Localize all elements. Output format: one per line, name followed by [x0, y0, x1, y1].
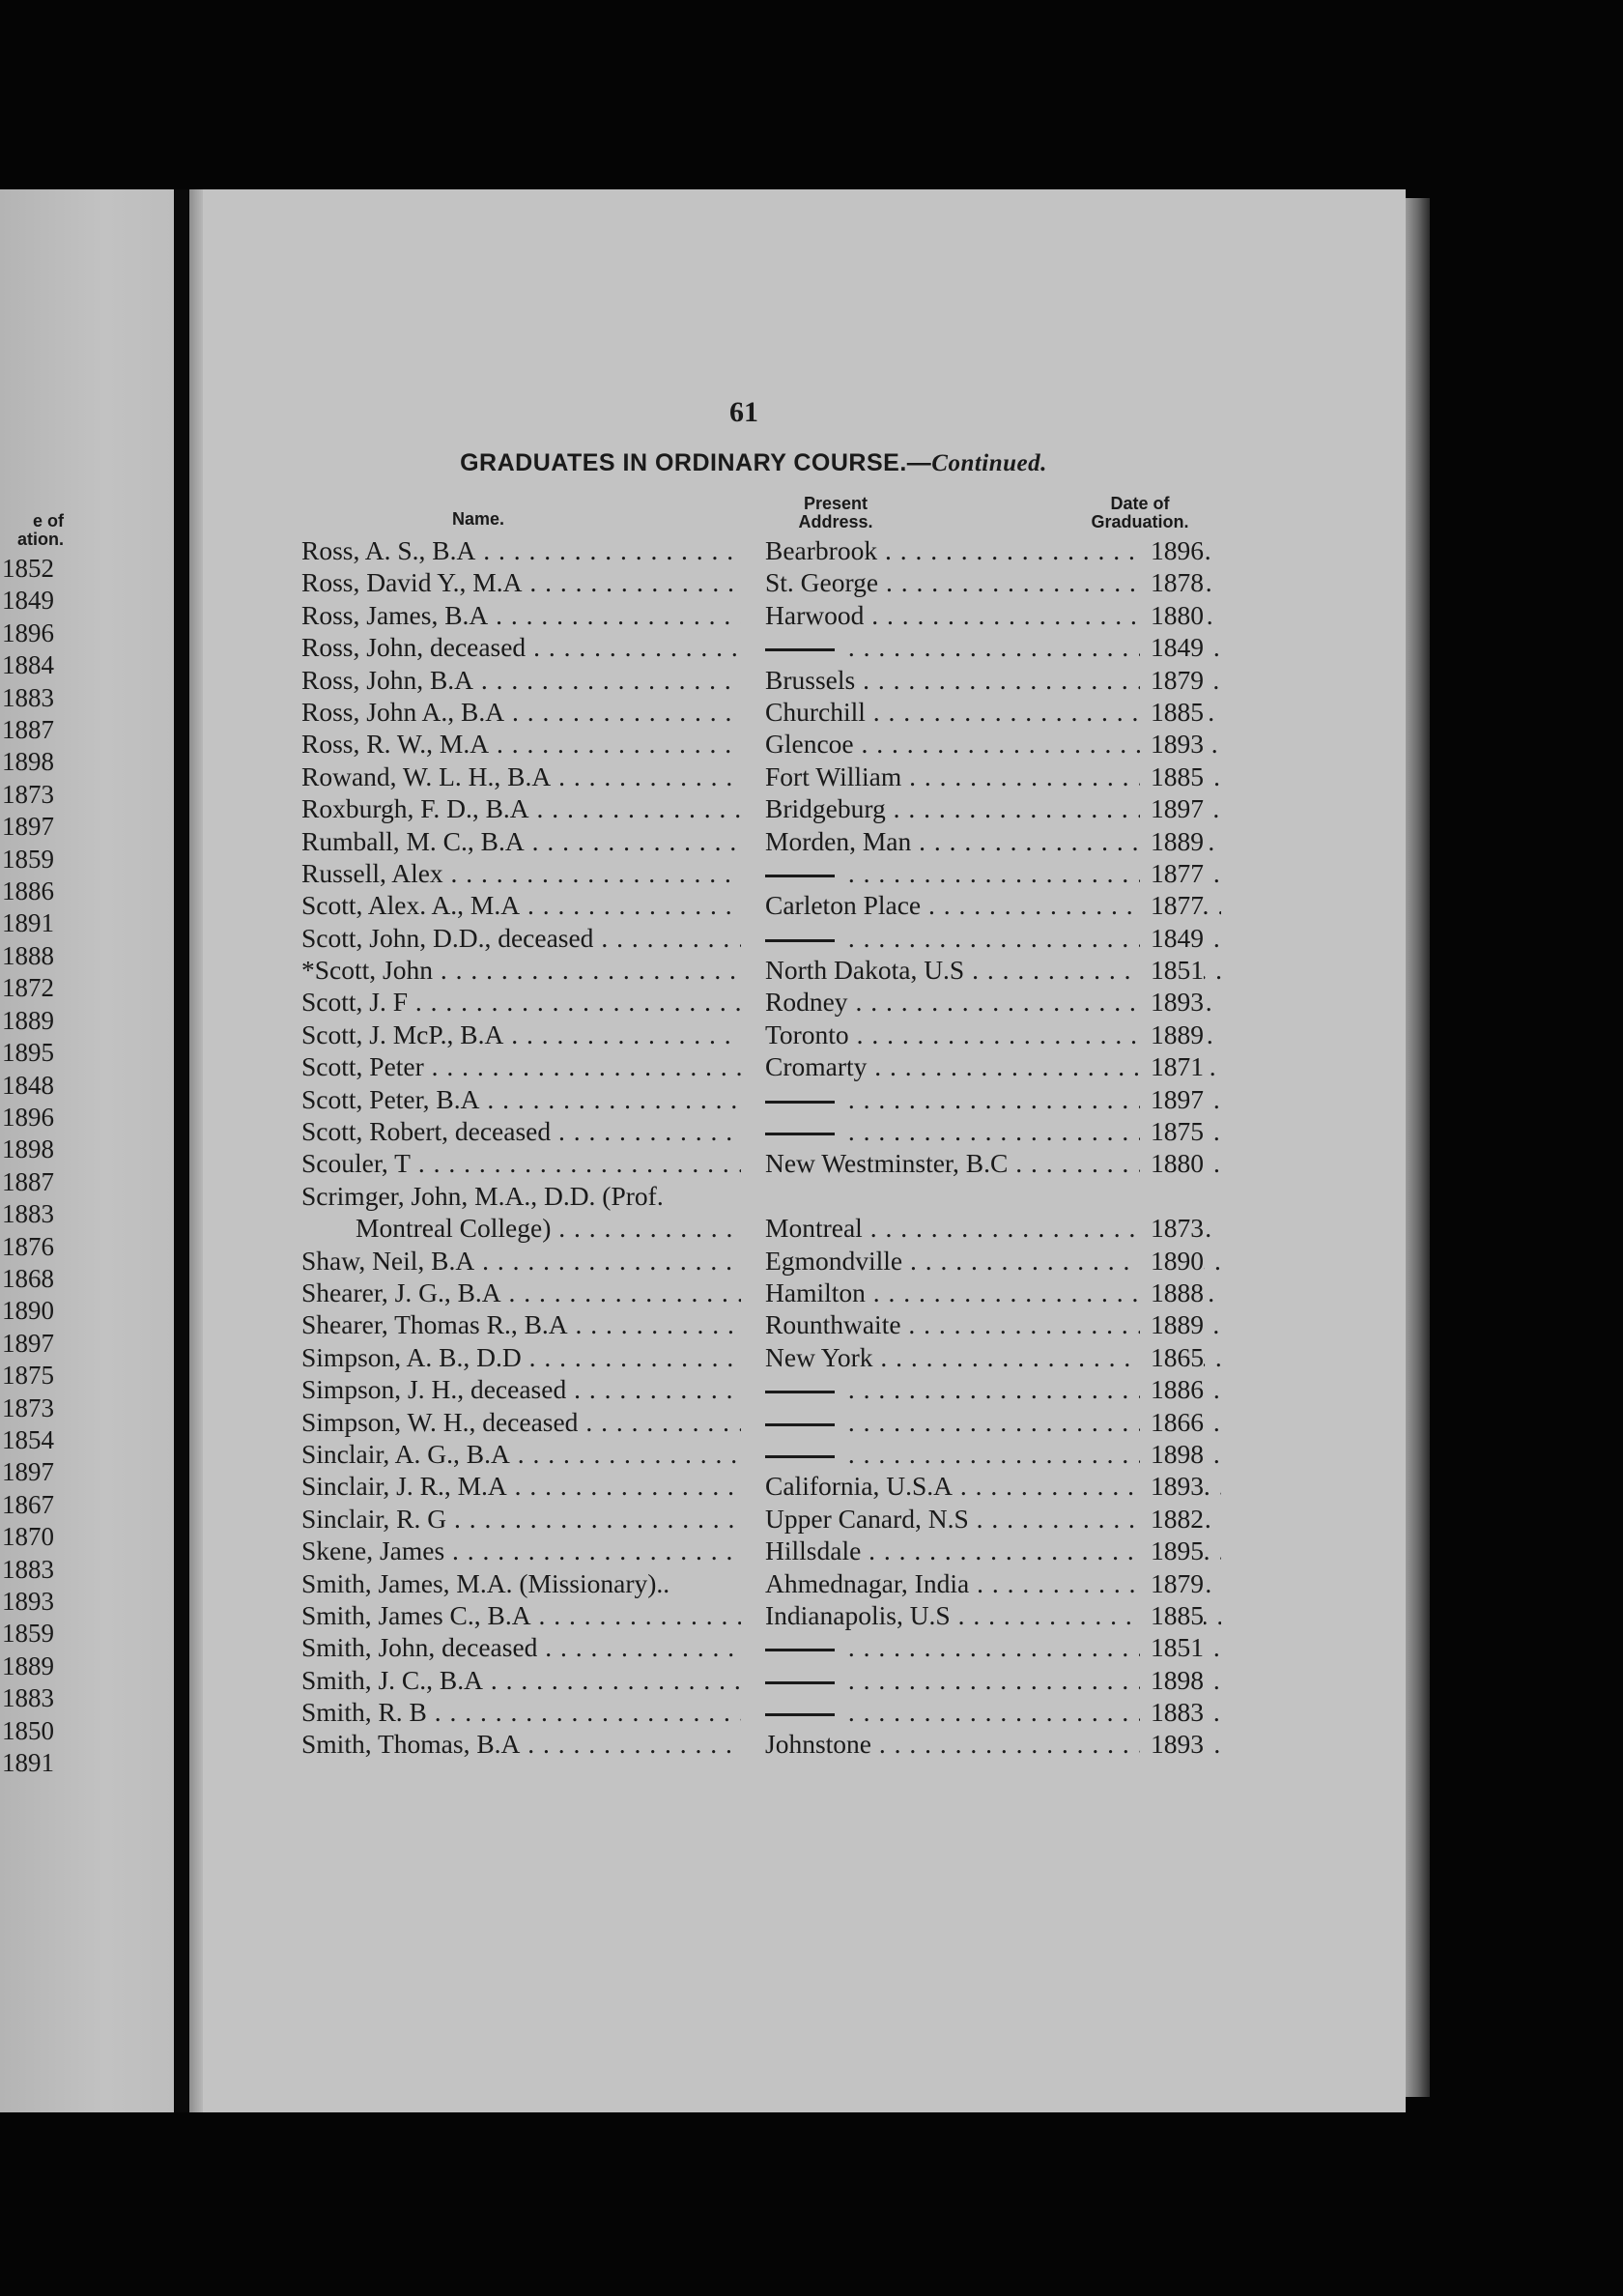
graduate-name: Sinclair, A. G., B.A . . .	[301, 1438, 741, 1470]
graduate-address: Carleton Place . . .	[765, 889, 1221, 921]
graduate-row	[301, 599, 1210, 631]
graduate-name: Shaw, Neil, B.A . . .	[301, 1245, 741, 1277]
graduation-year: 1885	[1140, 1599, 1204, 1631]
graduate-address: Upper Canard, N.S . . .	[765, 1503, 1221, 1535]
graduation-year: 1873	[1140, 1212, 1204, 1244]
previous-page-years	[2, 553, 70, 1779]
previous-page-year: 1848	[2, 1070, 54, 1100]
column-header-name: Name.	[451, 509, 505, 529]
graduate-row	[301, 1115, 1210, 1147]
graduate-row	[301, 986, 1210, 1018]
graduate-name: Shearer, Thomas R., B.A . . .	[301, 1308, 741, 1340]
graduate-name: Scrimger, John, M.A., D.D. (Prof.	[301, 1180, 664, 1211]
graduate-address: Egmondville . . .	[765, 1245, 1221, 1277]
graduate-row	[301, 1373, 1210, 1405]
graduate-row	[301, 1406, 1210, 1438]
previous-page-year: 1884	[2, 650, 54, 680]
graduate-name: Scott, Alex. A., M.A . . .	[301, 889, 741, 921]
graduate-row	[301, 534, 1210, 566]
graduation-year: 1898	[1140, 1664, 1204, 1696]
previous-page-year: 1873	[2, 779, 54, 809]
ditto-dash	[765, 1681, 835, 1684]
graduate-address: California, U.S.A . . .	[765, 1470, 1221, 1502]
previous-page-year: 1891	[2, 1748, 54, 1778]
graduate-name: Simpson, A. B., D.D . . .	[301, 1341, 741, 1373]
previous-page-year: 1850	[2, 1715, 54, 1745]
graduate-address: Bearbrook . . .	[765, 534, 1221, 566]
graduate-row	[301, 889, 1210, 921]
graduate-name: Ross, R. W., M.A . . .	[301, 728, 741, 760]
graduate-name: Ross, John, B.A . . .	[301, 664, 741, 696]
previous-page-year: 1859	[2, 1619, 54, 1649]
previous-page-year: 1883	[2, 1683, 54, 1713]
graduate-name: Ross, David Y., M.A . . .	[301, 566, 741, 598]
graduation-year: 1897	[1140, 792, 1204, 824]
graduate-row	[301, 825, 1210, 857]
graduate-address: New Westminster, B.C . . .	[765, 1147, 1221, 1179]
graduation-year: 1888	[1140, 1277, 1204, 1308]
previous-page-year: 1867	[2, 1489, 54, 1519]
graduation-year: 1849	[1140, 922, 1204, 954]
graduate-name: Sinclair, J. R., M.A . . .	[301, 1470, 741, 1502]
graduate-row	[301, 1728, 1210, 1760]
graduation-year: 1849	[1140, 631, 1204, 663]
ditto-dash	[765, 1455, 835, 1458]
previous-page-year: 1898	[2, 1134, 54, 1164]
graduate-row	[301, 857, 1210, 889]
graduate-row	[301, 1664, 1210, 1696]
previous-page-year: 1852	[2, 554, 54, 583]
graduation-year: 1879	[1140, 664, 1204, 696]
graduate-row	[301, 1438, 1210, 1470]
graduate-name: Scott, J. McP., B.A . . .	[301, 1019, 741, 1050]
graduate-address: Hillsdale . . .	[765, 1535, 1221, 1566]
previous-page-year: 1883	[2, 682, 54, 712]
graduation-year: 1893	[1140, 1728, 1204, 1760]
graduate-name: Ross, James, B.A . . .	[301, 599, 741, 631]
graduate-address: North Dakota, U.S . . .	[765, 954, 1221, 986]
previous-page-year: 1889	[2, 1650, 54, 1680]
previous-page-year: 1886	[2, 876, 54, 906]
graduate-address: Morden, Man . . .	[765, 825, 1221, 857]
graduation-year: 1893	[1140, 728, 1204, 760]
previous-page-year: 1888	[2, 940, 54, 970]
graduate-address: Harwood . . .	[765, 599, 1221, 631]
previous-page-year: 1854	[2, 1424, 54, 1454]
graduate-row	[301, 1147, 1210, 1179]
graduate-name: Simpson, J. H., deceased . . .	[301, 1373, 741, 1405]
graduate-name: Russell, Alex . . .	[301, 857, 741, 889]
ditto-dash	[765, 939, 835, 942]
graduation-year: 1851	[1140, 954, 1204, 986]
graduate-name: *Scott, John . . .	[301, 954, 741, 986]
previous-page-year: 1887	[2, 1166, 54, 1196]
graduate-row	[301, 1341, 1210, 1373]
previous-page-year: 1897	[2, 1328, 54, 1358]
graduate-address: Churchill . . .	[765, 696, 1221, 728]
graduate-row	[301, 1503, 1210, 1535]
graduation-year: 1865	[1140, 1341, 1204, 1373]
graduate-row	[301, 1599, 1210, 1631]
graduate-row	[301, 728, 1210, 760]
graduation-year: 1895	[1140, 1535, 1204, 1566]
graduate-row	[301, 1696, 1210, 1728]
previous-page-year: 1883	[2, 1554, 54, 1584]
graduate-row	[301, 954, 1210, 986]
graduate-name: Smith, R. B . . .	[301, 1696, 741, 1728]
graduate-name: Scott, Robert, deceased . . .	[301, 1115, 741, 1147]
graduate-row	[301, 922, 1210, 954]
graduation-year: 1882	[1140, 1503, 1204, 1535]
previous-page-year: 1889	[2, 1005, 54, 1035]
graduate-address: Toronto . . .	[765, 1019, 1221, 1050]
graduate-row	[301, 1470, 1210, 1502]
graduation-year: 1893	[1140, 986, 1204, 1018]
graduate-row	[301, 792, 1210, 824]
previous-page-year: 1870	[2, 1522, 54, 1552]
graduation-year: 1885	[1140, 696, 1204, 728]
graduate-address: Rounthwaite . . .	[765, 1308, 1221, 1340]
graduate-address: Glencoe . . .	[765, 728, 1221, 760]
graduate-name: Scouler, T . . .	[301, 1147, 741, 1179]
ditto-dash	[765, 1133, 835, 1135]
graduation-year: 1883	[1140, 1696, 1204, 1728]
graduate-name: Roxburgh, F. D., B.A . . .	[301, 792, 741, 824]
previous-page-year: 1873	[2, 1392, 54, 1422]
graduate-address: Ahmednagar, India . . .	[765, 1567, 1221, 1599]
graduation-year: 1889	[1140, 1019, 1204, 1050]
graduation-year: 1897	[1140, 1083, 1204, 1115]
previous-page-year: 1896	[2, 617, 54, 647]
graduation-year: 1889	[1140, 1308, 1204, 1340]
ditto-dash	[765, 1101, 835, 1104]
graduation-year: 1885	[1140, 761, 1204, 792]
ditto-dash	[765, 1423, 835, 1426]
graduate-address: St. George . . .	[765, 566, 1221, 598]
page-title: GRADUATES IN ORDINARY COURSE.—Continued.	[460, 449, 1047, 476]
graduate-name: Smith, John, deceased . . .	[301, 1631, 741, 1663]
graduation-year: 1877	[1140, 857, 1204, 889]
graduation-year: 1878	[1140, 566, 1204, 598]
previous-page-year: 1897	[2, 1457, 54, 1487]
graduate-row	[301, 761, 1210, 792]
graduate-name: Shearer, J. G., B.A . . .	[301, 1277, 741, 1308]
graduate-address: Hamilton . . .	[765, 1277, 1221, 1308]
previous-page-year: 1883	[2, 1199, 54, 1229]
graduate-address: Rodney . . .	[765, 986, 1221, 1018]
graduate-row	[301, 566, 1210, 598]
page-inner-margin	[189, 189, 203, 2112]
graduate-address: Johnstone . . .	[765, 1728, 1221, 1760]
graduate-name: Smith, James C., B.A . . .	[301, 1599, 741, 1631]
column-header-address: Present Address.	[798, 494, 873, 531]
graduate-row	[301, 1050, 1210, 1082]
graduation-year: 1889	[1140, 825, 1204, 857]
ditto-dash	[765, 875, 835, 877]
graduates-list	[301, 534, 1210, 1761]
graduate-name: Scott, John, D.D., deceased . . .	[301, 922, 741, 954]
graduate-name: Ross, John A., B.A . . .	[301, 696, 741, 728]
previous-page-year: 1875	[2, 1361, 54, 1391]
previous-page-year: 1887	[2, 715, 54, 745]
previous-page-year: 1893	[2, 1587, 54, 1616]
graduate-row	[301, 1535, 1210, 1566]
title-continued: Continued.	[931, 450, 1047, 476]
graduate-row	[301, 1019, 1210, 1050]
ditto-dash	[765, 648, 835, 651]
column-header-date: Date of Graduation.	[1091, 494, 1189, 531]
graduation-year: 1871	[1140, 1050, 1204, 1082]
book-gutter	[174, 189, 189, 2112]
graduate-name: Scott, Peter, B.A . . .	[301, 1083, 741, 1115]
graduation-year: 1890	[1140, 1245, 1204, 1277]
graduate-address: Montreal . . .	[765, 1212, 1221, 1244]
graduate-address: Cromarty . . .	[765, 1050, 1221, 1082]
graduate-row	[301, 631, 1210, 663]
graduate-address: Fort William . . .	[765, 761, 1221, 792]
previous-page-year: 1872	[2, 973, 54, 1003]
graduate-row	[301, 664, 1210, 696]
previous-page-year: 1896	[2, 1102, 54, 1132]
page-edge	[1406, 198, 1430, 2097]
graduate-name: Ross, A. S., B.A . . .	[301, 534, 741, 566]
ditto-dash	[765, 1391, 835, 1393]
graduate-address: Indianapolis, U.S . . .	[765, 1599, 1221, 1631]
previous-page-column-header: e of ation.	[17, 511, 64, 549]
graduate-row	[301, 1277, 1210, 1308]
graduation-year: 1880	[1140, 1147, 1204, 1179]
graduate-name: Smith, J. C., B.A . . .	[301, 1664, 741, 1696]
graduate-name: Ross, John, deceased . . .	[301, 631, 741, 663]
graduate-row	[301, 1083, 1210, 1115]
previous-page-year: 1891	[2, 908, 54, 938]
graduate-name: Rumball, M. C., B.A . . .	[301, 825, 741, 857]
graduation-year: 1893	[1140, 1470, 1204, 1502]
graduation-year: 1896	[1140, 534, 1204, 566]
previous-page-year: 1876	[2, 1231, 54, 1261]
graduate-name: Smith, Thomas, B.A . . .	[301, 1728, 741, 1760]
previous-page-year: 1859	[2, 844, 54, 874]
graduate-row	[301, 1567, 1210, 1599]
previous-page-year: 1890	[2, 1296, 54, 1326]
graduation-year: 1898	[1140, 1438, 1204, 1470]
graduation-year: 1875	[1140, 1115, 1204, 1147]
graduate-name: Smith, James, M.A. (Missionary)..	[301, 1567, 670, 1598]
graduate-name: Scott, J. F . . .	[301, 986, 741, 1018]
graduate-name: Sinclair, R. G . . .	[301, 1503, 741, 1535]
graduate-row	[301, 1212, 1210, 1244]
graduate-address: New York . . .	[765, 1341, 1221, 1373]
previous-page-year: 1897	[2, 812, 54, 842]
graduation-year: 1851	[1140, 1631, 1204, 1663]
previous-page-year: 1849	[2, 586, 54, 616]
previous-page-year: 1868	[2, 1263, 54, 1293]
graduation-year: 1886	[1140, 1373, 1204, 1405]
graduation-year: 1866	[1140, 1406, 1204, 1438]
graduate-address: Bridgeburg . . .	[765, 792, 1221, 824]
graduate-name: Rowand, W. L. H., B.A . . .	[301, 761, 741, 792]
page-number: 61	[729, 396, 758, 428]
previous-page-year: 1895	[2, 1038, 54, 1068]
previous-page-year: 1898	[2, 747, 54, 777]
graduate-row	[301, 1631, 1210, 1663]
graduate-row	[301, 1180, 1210, 1212]
graduate-row	[301, 1245, 1210, 1277]
graduate-name: Skene, James . . .	[301, 1535, 741, 1566]
graduate-name: Scott, Peter . . .	[301, 1050, 741, 1082]
ditto-dash	[765, 1649, 835, 1651]
graduate-row	[301, 696, 1210, 728]
graduation-year: 1879	[1140, 1567, 1204, 1599]
graduate-address: Brussels . . .	[765, 664, 1221, 696]
ditto-dash	[765, 1713, 835, 1716]
graduation-year: 1877	[1140, 889, 1204, 921]
graduation-year: 1880	[1140, 599, 1204, 631]
graduate-row	[301, 1308, 1210, 1340]
graduate-name: Montreal College) . . .	[356, 1212, 741, 1244]
graduate-name: Simpson, W. H., deceased . . .	[301, 1406, 741, 1438]
